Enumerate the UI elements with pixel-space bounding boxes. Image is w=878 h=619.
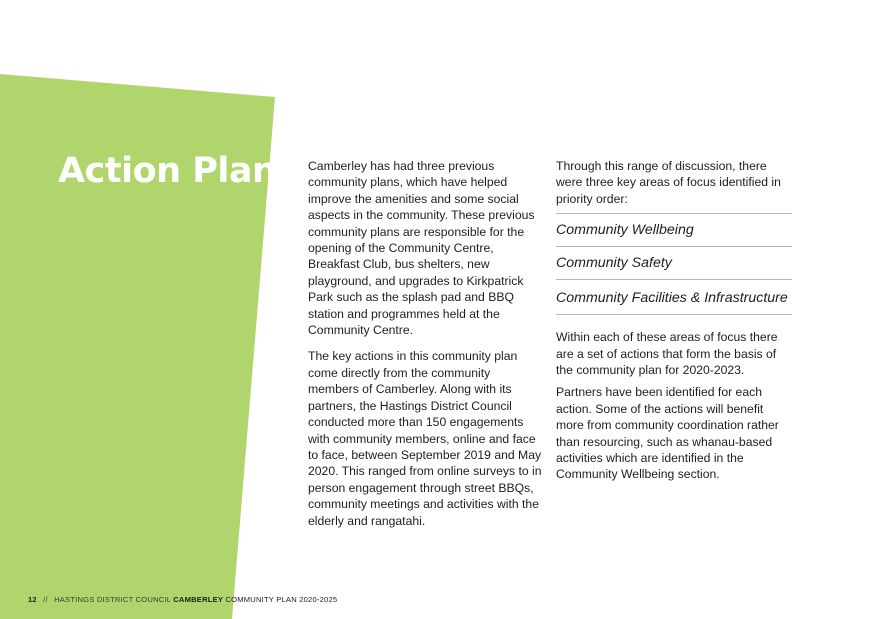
- page-title: Action Plan: [58, 151, 277, 191]
- focus-area-wellbeing: Community Wellbeing: [556, 214, 792, 247]
- right-text-column: [556, 158, 792, 493]
- paragraph-previous-plans: Camberley has had three previous community plans, which have helped improve the amenities and some social aspects in the community. These previous community plans are responsible for the opening of the Community Centre, Breakfast Club, bus shelters, new playground, and upgrades to Kirkpatrick Park such as the splash pad and BBQ station and programmes held at the Community Centre.: [308, 159, 535, 338]
- footer-community-name: CAMBERLEY: [173, 595, 224, 604]
- page-footer: [28, 595, 337, 604]
- focus-area-safety: Community Safety: [556, 247, 792, 280]
- footer-plan-title: COMMUNITY PLAN 2020-2025: [225, 595, 338, 604]
- paragraph-areas-of-focus: Within each of these areas of focus there are a set of actions that form the basis of the community plan for 2020-2023.: [556, 330, 778, 378]
- footer-council-name: HASTINGS DISTRICT COUNCIL: [54, 595, 171, 604]
- focus-areas-list: [556, 213, 792, 315]
- paragraph-key-actions: The key actions in this community plan come directly from the community members of Camberley. Along with its partners, the Hastings District Council conducted more than 150 engagements with community members, online and face to face, between September 2019 and May 2020. This ranged from online surveys to in person engagement through street BBQs, community meetings and activities with the elderly and rangatahi.: [308, 349, 542, 528]
- paragraph-focus-intro: Through this range of discussion, there were three key areas of focus identified in priority order:: [556, 159, 781, 206]
- paragraph-partners: Partners have been identified for each action. Some of the actions will benefit more from community coordination rather than resourcing, such as whanau-based activities which are identified in the Community Wellbeing section.: [556, 385, 779, 482]
- page-number: 12: [28, 595, 37, 604]
- focus-area-facilities: Community Facilities & Infrastructure: [556, 280, 792, 315]
- footer-separator: //: [43, 595, 48, 604]
- left-text-column: [308, 158, 544, 539]
